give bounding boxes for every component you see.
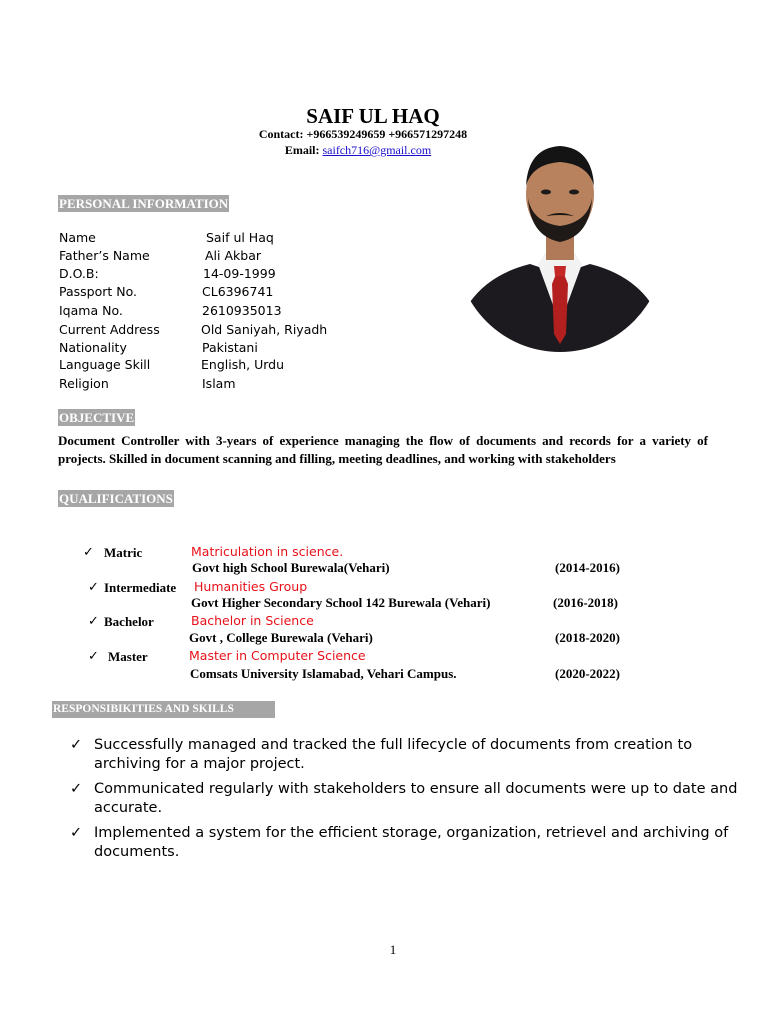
qual-years-matric: (2014-2016) xyxy=(555,560,620,575)
check-icon: ✓ xyxy=(88,613,99,628)
qual-subject-matric: Matriculation in science. xyxy=(191,544,344,559)
contact-label: Contact: xyxy=(258,127,304,141)
section-heading-qualifications: QUALIFICATIONS xyxy=(59,491,173,506)
pi-value-nationality: Pakistani xyxy=(202,340,258,355)
qual-years-bachelor: (2018-2020) xyxy=(555,630,620,645)
email-label: Email: xyxy=(284,143,320,157)
check-icon: ✓ xyxy=(70,737,83,753)
qual-level-intermediate: Intermediate xyxy=(104,580,177,595)
qual-years-intermediate: (2016-2018) xyxy=(553,595,618,610)
profile-photo xyxy=(470,124,650,352)
qual-institute-bachelor: Govt , College Burewala (Vehari) xyxy=(189,630,373,645)
page-number: 1 xyxy=(389,942,397,957)
pi-value-language-skill: English, Urdu xyxy=(201,357,285,372)
qual-institute-intermediate: Govt Higher Secondary School 142 Burewala (Vehari) xyxy=(191,595,491,610)
email-link[interactable]: saifch716@gmail.com xyxy=(322,143,432,157)
qual-institute-matric: Govt high School Burewala(Vehari) xyxy=(192,560,390,575)
pi-label-passport: Passport No. xyxy=(59,284,138,299)
list-item xyxy=(70,824,750,862)
pi-label-language-skill: Language Skill xyxy=(59,357,151,372)
pi-value-current-address: Old Saniyah, Riyadh xyxy=(201,322,328,337)
pi-label-name: Name xyxy=(59,230,96,245)
responsibility-text: Communicated regularly with stakeholders to ensure all documents were up to date and accurate. xyxy=(94,781,738,816)
pi-value-religion: Islam xyxy=(202,376,236,391)
check-icon: ✓ xyxy=(83,544,94,559)
check-icon: ✓ xyxy=(88,648,99,663)
qual-level-matric: Matric xyxy=(104,545,143,560)
responsibility-text: Successfully managed and tracked the full lifecycle of documents from creation to archiving for a major project. xyxy=(94,737,693,772)
pi-value-passport: CL6396741 xyxy=(202,284,274,299)
qual-subject-intermediate: Humanities Group xyxy=(194,579,308,594)
pi-label-current-address: Current Address xyxy=(59,322,160,337)
section-heading-personal-information: PERSONAL INFORMATION xyxy=(59,196,229,211)
list-item xyxy=(70,736,750,774)
qual-subject-bachelor: Bachelor in Science xyxy=(191,613,314,628)
check-icon: ✓ xyxy=(70,781,83,797)
pi-label-fathers-name: Father’s Name xyxy=(59,248,150,263)
pi-value-name: Saif ul Haq xyxy=(206,230,274,245)
qual-level-master: Master xyxy=(108,649,148,664)
responsibility-text: Implemented a system for the efficient storage, organization, retrievel and archiving of documents. xyxy=(94,825,729,860)
section-heading-responsibilities: RESPONSIBIKITIES AND SKILLS xyxy=(52,701,275,718)
qual-level-bachelor: Bachelor xyxy=(104,614,154,629)
pi-label-iqama: Iqama No. xyxy=(59,303,123,318)
pi-label-religion: Religion xyxy=(59,376,109,391)
resume-name: SAIF UL HAQ xyxy=(306,104,440,128)
pi-label-dob: D.O.B: xyxy=(59,266,99,281)
qual-subject-master: Master in Computer Science xyxy=(189,648,366,663)
contact-value: +966539249659 +966571297248 xyxy=(306,127,468,141)
pi-value-fathers-name: Ali Akbar xyxy=(205,248,261,263)
pi-value-dob: 14-09-1999 xyxy=(203,266,276,281)
section-heading-objective: OBJECTIVE xyxy=(59,410,135,425)
qual-institute-master: Comsats University Islamabad, Vehari Campus. xyxy=(190,666,457,681)
pi-label-nationality: Nationality xyxy=(59,340,127,355)
check-icon: ✓ xyxy=(70,825,83,841)
check-icon: ✓ xyxy=(88,579,99,594)
objective-text: Document Controller with 3-years of experience managing the flow of documents and records for a variety of projects. Skilled in document scanning and filling, meeting deadlines, and working with stakeholders xyxy=(58,433,708,466)
list-item xyxy=(70,780,750,818)
qual-years-master: (2020-2022) xyxy=(555,666,620,681)
pi-value-iqama: 2610935013 xyxy=(202,303,282,318)
